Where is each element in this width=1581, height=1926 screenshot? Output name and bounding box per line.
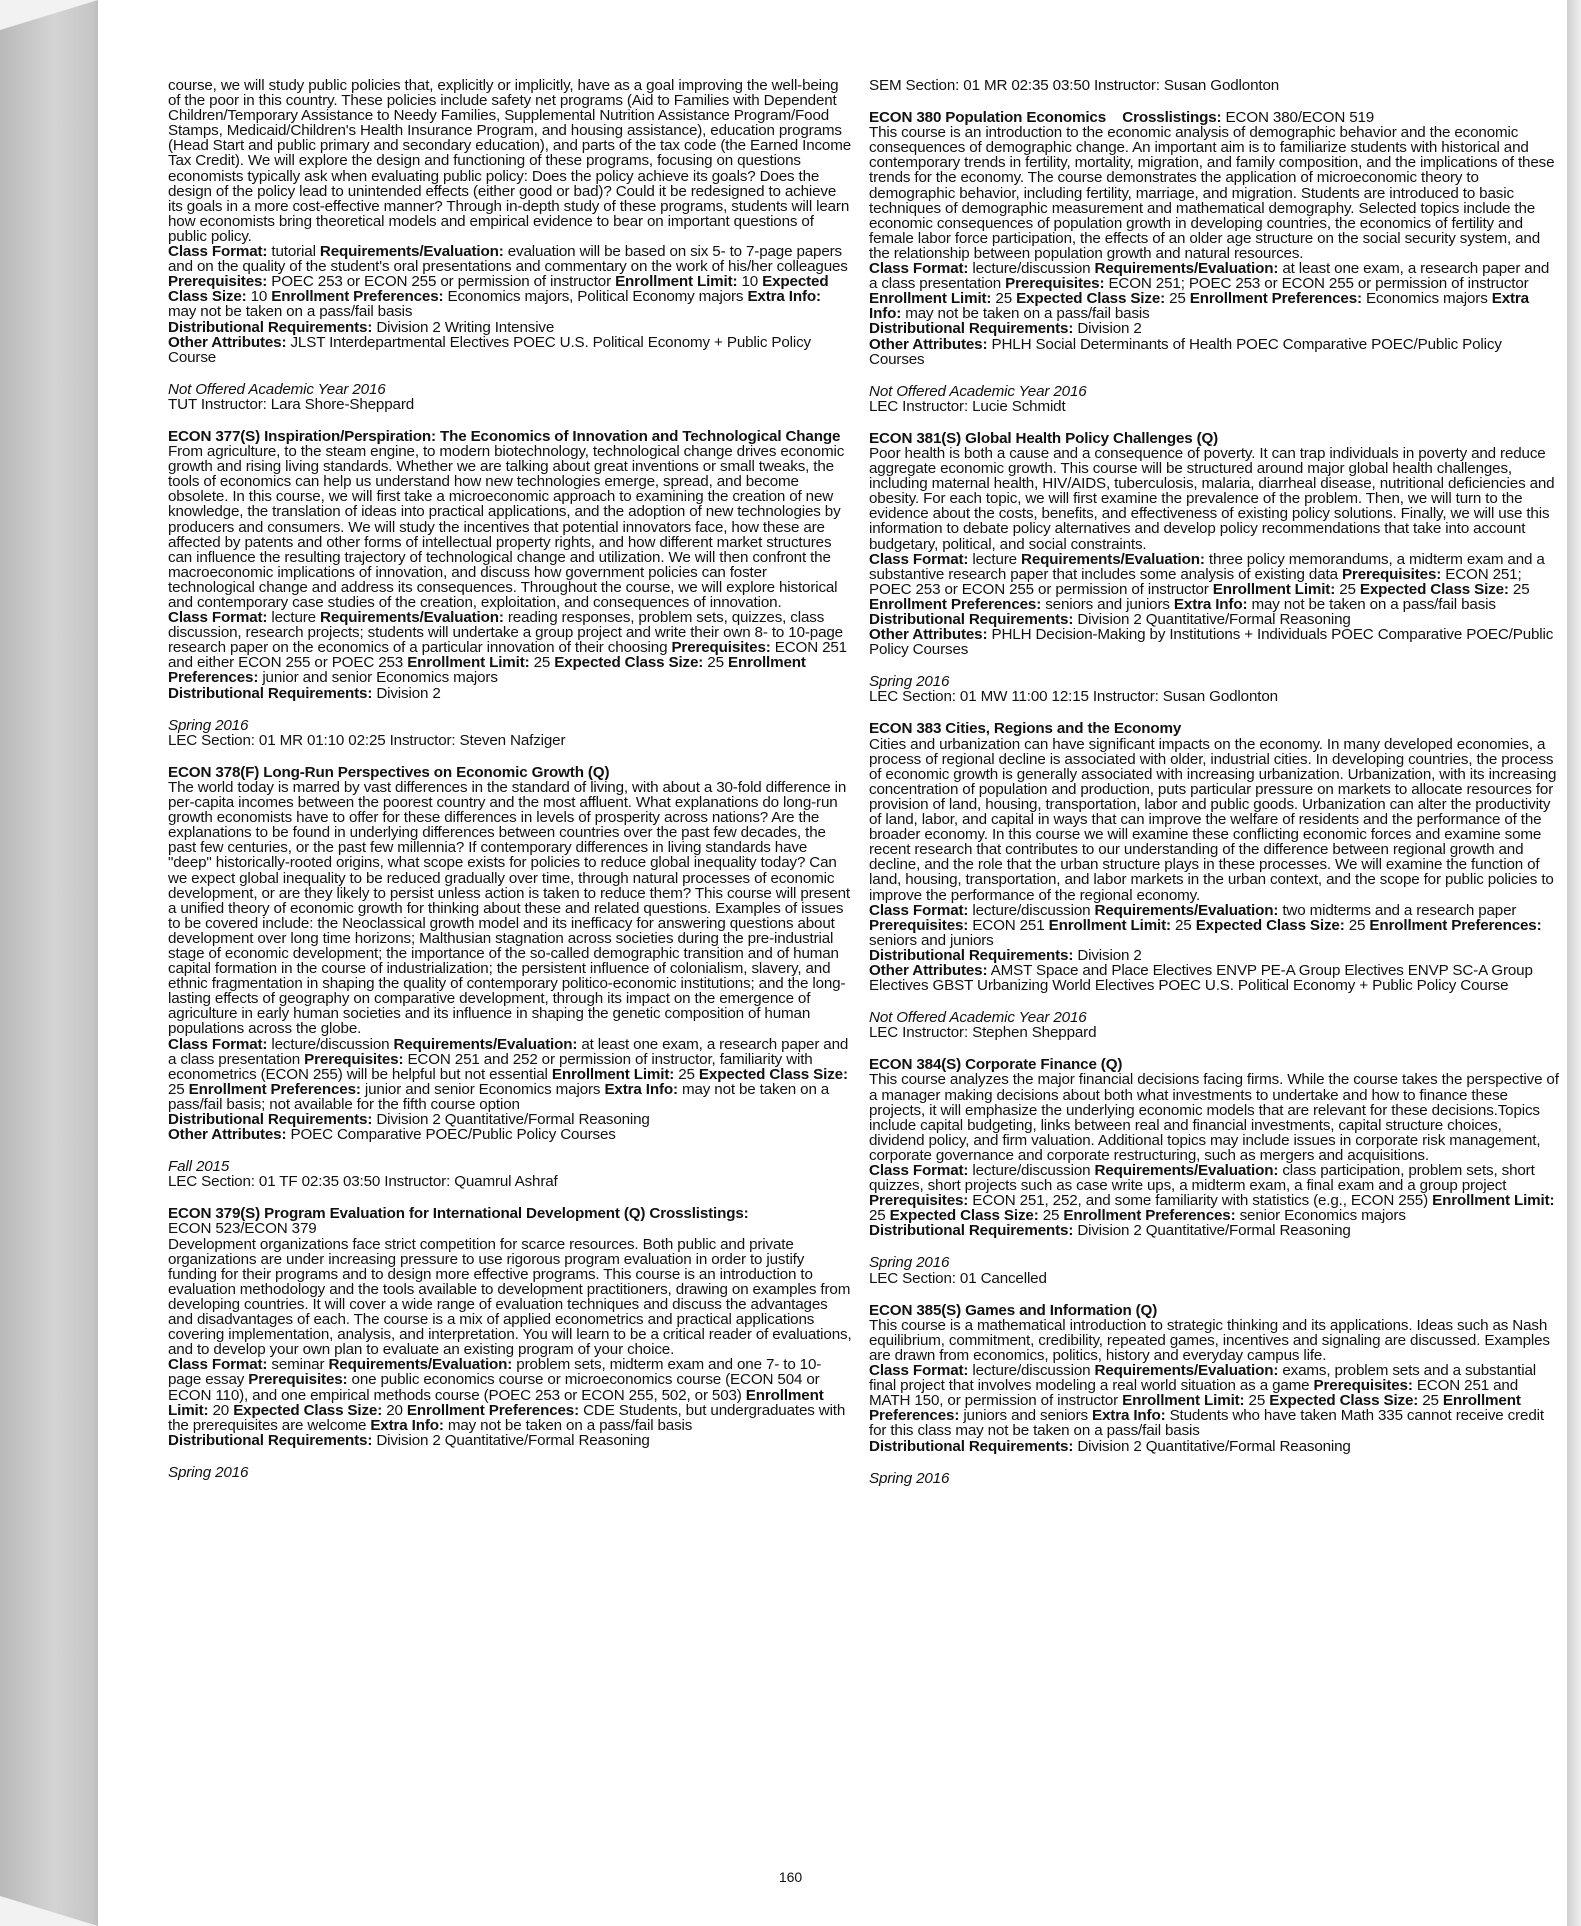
section-info: SEM Section: 01 MR 02:35 03:50 Instructor: Susan Godlonton <box>869 77 1280 94</box>
course-title: ECON 384(S) Corporate Finance (Q) <box>869 1056 1123 1074</box>
offering <box>869 384 1559 414</box>
other-attributes: Other Attributes: PHLH Social Determinants of Health POEC Comparative POEC/Public Policy Courses <box>869 335 1502 368</box>
course-block-econ-381 <box>869 431 1559 657</box>
crosslistings-label: Crosslistings: <box>1122 109 1222 127</box>
distributional-requirements: Distributional Requirements: Division 2 <box>869 946 1142 964</box>
distributional-requirements: Distributional Requirements: Division 2 Quantitative/Formal Reasoning <box>869 1437 1351 1455</box>
offering <box>869 1255 1559 1285</box>
offering <box>168 1159 852 1189</box>
course-description: Cities and urbanization can have significant impacts on the economy. In many developed economies, a process of regional decline is associated with older, industrial cities. In developing countries, the process of economic growth is generally associated with increasing urbanization. Urbanization, with its increasing concentration of population and production, puts particular pressure on markets to allocate resources for provision of land, housing, transportation, labor and public goods. Urbanization can alter the productivity of land, labor, and capital in ways that can improve the welfare of residents and the performance of the broader economy. In this course we will examine these conflicting economic forces and examine some recent research that contributes to our understanding of the difference between regional growth and decline, and the role that the urban structure plays in these processes. We will examine the function of land, housing, transportation, and labor markets in the urban context, and the scope for public policies to improve the performance of the regional economy. <box>869 735 1557 904</box>
course-block-econ-385 <box>869 1303 1559 1454</box>
course-details: Class Format: lecture/discussion Requirements/Evaluation: exams, problem sets and a substantial final project that involves modeling a real world situation as a game Prerequisites: ECON 251 and MATH 150, or permission of instructor Enrollment Limit: 25 Expected Class Size: 25 Enrollment Preferences: juniors and seniors Extra Info: Students who have taken Math 335 cannot receive credit for this class may not be taken on a pass/fail basis <box>869 1362 1544 1440</box>
section-info: LEC Instructor: Stephen Sheppard <box>869 1024 1097 1042</box>
course-details: Class Format: lecture Requirements/Evaluation: three policy memorandums, a midterm exam and a substantive research paper that includes some analysis of existing data Prerequisites: ECON 251; POEC 253 or ECON 255 or permission of instructor Enrollment Limit: 25 Expected Class Size: 25 Enrollment Preferences: seniors and juniors Extra Info: may not be taken on a pass/fail basis <box>869 550 1545 613</box>
course-title-line <box>869 110 1559 125</box>
distributional-requirements: Distributional Requirements: Division 2 <box>869 320 1142 338</box>
term: Spring 2016 <box>869 1254 950 1272</box>
course-title: ECON 377(S) Inspiration/Perspiration: The Economics of Innovation and Technological Change <box>168 427 841 445</box>
course-description: Poor health is both a cause and a consequence of poverty. It can trap individuals in poverty and reduce aggregate economic growth. This course will be structured around major global health challenges, including maternal health, HIV/AIDS, tuberculosis, malaria, diarrheal disease, nutritional deficiencies and obesity. For each topic, we will first examine the prevalence of the problem. Then, we will turn to the evidence about the costs, benefits, and effectiveness of existing policy solutions. Finally, we will use this information to debate policy alternatives and develop policy recommendations that take into account budgetary, political, and social constraints. <box>869 444 1555 553</box>
term: Spring 2016 <box>869 1469 950 1487</box>
course-title: ECON 378(F) Long-Run Perspectives on Economic Growth (Q) <box>168 763 610 781</box>
term: Not Offered Academic Year 2016 <box>168 380 386 398</box>
other-attributes: Other Attributes: JLST Interdepartmental Electives POEC U.S. Political Economy + Public Policy Course <box>168 333 811 366</box>
right-column <box>869 78 1559 1503</box>
crosslistings: ECON 523/ECON 379 <box>168 1220 317 1238</box>
distributional-requirements: Distributional Requirements: Division 2 Quantitative/Formal Reasoning <box>869 1222 1351 1240</box>
section-info: LEC Section: 01 MR 01:10 02:25 Instructor: Steven Nafziger <box>168 731 566 749</box>
course-details: Class Format: seminar Requirements/Evaluation: problem sets, midterm exam and one 7- to 10-page essay Prerequisites: one public economics course or microeconomics course (ECON 504 or ECON 110), and one empirical methods course (POEC 253 or ECON 255, 502, or 503) Enrollment Limit: 20 Expected Class Size: 20 Enrollment Preferences: CDE Students, but undergraduates with the prerequisites are welcome Extra Info: may not be taken on a pass/fail basis <box>168 1356 846 1434</box>
distributional-requirements: Distributional Requirements: Division 2 Writing Intensive <box>168 318 555 336</box>
distributional-requirements: Distributional Requirements: Division 2 Quantitative/Formal Reasoning <box>168 1111 650 1128</box>
term: Not Offered Academic Year 2016 <box>869 1009 1087 1027</box>
course-block-econ-383 <box>869 721 1559 993</box>
course-block-continued <box>168 78 852 365</box>
offering <box>168 718 852 748</box>
course-block-econ-379 <box>168 1206 852 1448</box>
course-title: ECON 383 Cities, Regions and the Economy <box>869 720 1182 738</box>
course-description: This course is a mathematical introduction to strategic thinking and its applications. Ideas such as Nash equilibrium, commitment, credibility, repeated games, incentives and signaling are discussed. Examples are drawn from economics, politics, history and everyday campus life. <box>869 1316 1550 1364</box>
course-details: Class Format: lecture/discussion Requirements/Evaluation: two midterms and a research paper Prerequisites: ECON 251 Enrollment Limit: 25 Expected Class Size: 25 Enrollment Preferences: seniors and juniors <box>869 901 1542 949</box>
page-number: 160 <box>778 1869 803 1885</box>
offering <box>869 674 1559 704</box>
book-spine <box>0 0 98 1926</box>
course-details: Class Format: lecture/discussion Requirements/Evaluation: class participation, problem sets, short quizzes, short projects such as case write ups, a midterm exam, a final exam and a group project Prerequisites: ECON 251, 252, and some familiarity with statistics (e.g., ECON 255) Enrollment Limit: 25 Expected Class Size: 25 Enrollment Preferences: senior Economics majors <box>869 1162 1555 1225</box>
other-attributes: Other Attributes: AMST Space and Place Electives ENVP PE-A Group Electives ENVP SC-A Group Electives GBST Urbanizing World Electives POEC U.S. Political Economy + Public Policy Course <box>869 961 1533 995</box>
offering <box>869 1010 1559 1040</box>
offering <box>168 382 852 412</box>
term: Not Offered Academic Year 2016 <box>869 382 1087 400</box>
distributional-requirements: Distributional Requirements: Division 2 Quantitative/Formal Reasoning <box>869 611 1351 628</box>
course-description: This course analyzes the major financial decisions facing firms. While the course takes the perspective of a manager making decisions about both what investments to undertake and how to finance these projects, it will emphasize the underlying economic models that are relevant for these decisions.Topics include capital budgeting, links between real and financial investments, capital structure choices, dividend policy, and firm valuation. Additional topics may include issues in corporate risk management, corporate governance and corporate restructuring, such as mergers and acquisitions. <box>869 1071 1559 1164</box>
term: Spring 2016 <box>168 1463 249 1481</box>
other-attributes: Other Attributes: PHLH Decision-Making by Institutions + Individuals POEC Comparative POEC/Public Policy Courses <box>869 626 1554 659</box>
distributional-requirements: Distributional Requirements: Division 2 Quantitative/Formal Reasoning <box>168 1431 650 1449</box>
section-info: LEC Instructor: Lucie Schmidt <box>869 397 1066 415</box>
course-title: ECON 379(S) Program Evaluation for International Development (Q) Crosslistings: <box>168 1205 749 1223</box>
crosslistings: ECON 380/ECON 519 <box>1225 109 1375 127</box>
section-info: TUT Instructor: Lara Shore-Sheppard <box>168 395 415 413</box>
offering <box>168 1465 852 1480</box>
course-block-econ-380 <box>869 110 1559 367</box>
course-title: ECON 385(S) Games and Information (Q) <box>869 1301 1158 1319</box>
course-title: ECON 381(S) Global Health Policy Challenges (Q) <box>869 429 1219 447</box>
section-info: LEC Section: 01 TF 02:35 03:50 Instructor: Quamrul Ashraf <box>168 1173 558 1191</box>
course-description: This course is an introduction to the economic analysis of demographic behavior and the economic consequences of demographic change. An important aim is to familiarize students with historical and contemporary trends in fertility, mortality, migration, and family composition, and the implications of these trends for the economy. The course demonstrates the application of microeconomic theory to demographic behavior, including fertility, marriage, and migration. Students are introduced to basic techniques of demographic measurement and mathematical demography. Selected topics include the economic consequences of population growth in developing countries, the economics of fertility and female labor force participation, the effects of an older age structure on the social security system, and the relationship between population growth and natural resources. <box>869 124 1555 262</box>
course-title: ECON 380 Population Economics <box>869 109 1107 127</box>
left-column <box>168 78 852 1497</box>
distributional-requirements: Distributional Requirements: Division 2 <box>168 684 441 702</box>
term: Spring 2016 <box>869 673 950 691</box>
offering <box>869 78 1559 93</box>
term: Fall 2015 <box>168 1158 230 1176</box>
course-block-econ-378 <box>168 765 852 1142</box>
course-description: Development organizations face strict competition for scarce resources. Both public and private organizations are under increasing pressure to use rigorous program evaluation in order to justify funding for their programs and to design more effective programs. This course is an introduction to evaluation methodology and the tools available to development practitioners, drawing on examples from developing countries. It will cover a wide range of evaluation techniques and discuss the advantages and disadvantages of each. The course is a mix of applied econometrics and practical applications covering implementation, analysis, and interpretation. You will learn to be a critical reader of evaluations, and to develop your own plan to evaluate an existing program of your choice. <box>168 1235 852 1359</box>
page-edge <box>1567 0 1581 1926</box>
course-description: From agriculture, to the steam engine, to modern biotechnology, technological change drives economic growth and rising living standards. Whether we are talking about great inventions or small tweaks, the tools of economics can help us understand how new technologies emerge, spread, and become obsolete. In this course, we will first take a microeconomic approach to examining the creation of new knowledge, the translation of ideas into practical applications, and the adoption of new technologies by producers and consumers. We will study the incentives that potential innovators face, how these are affected by patents and other forms of intellectual property rights, and how different market structures can influence the resulting trajectory of technological change and utilization. We will then confront the macroeconomic implications of innovation, and discuss how government policies can foster technological change and address its consequences. Throughout the course, we will explore historical and contemporary case studies of the creation, exploitation, and consequences of innovation. <box>168 443 845 611</box>
course-block-econ-377 <box>168 429 852 701</box>
section-info: LEC Section: 01 MW 11:00 12:15 Instructor: Susan Godlonton <box>869 688 1278 706</box>
term: Spring 2016 <box>168 716 249 734</box>
course-details: Class Format: lecture/discussion Requirements/Evaluation: at least one exam, a research paper and a class presentation Prerequisites: ECON 251; POEC 253 or ECON 255 or permission of instructor Enrollment Limit: 25 Expected Class Size: 25 Enrollment Preferences: Economics majors Extra Info: may not be taken on a pass/fail basis <box>869 260 1550 323</box>
course-details: Class Format: lecture Requirements/Evaluation: reading responses, problem sets, quizzes, class discussion, research projects; students will undertake a group project and write their own 8- to 10-page research paper on the economics of a particular innovation of their choosing Prerequisites: ECON 251 and either ECON 255 or POEC 253 Enrollment Limit: 25 Expected Class Size: 25 Enrollment Preferences: junior and senior Economics majors <box>168 609 847 687</box>
other-attributes: Other Attributes: POEC Comparative POEC/Public Policy Courses <box>168 1126 616 1144</box>
course-description: The world today is marred by vast differences in the standard of living, with about a 30-fold difference in per-capita incomes between the poorest country and the most affluent. What explanations do long-run growth economists have to offer for these differences in levels of prosperity across nations? Are the explanations to be found in underlying differences between countries over the past few decades, the past few centuries, or the past few millennia? If contemporary differences in living standards have "deep" historically-rooted origins, what scope exists for policies to reduce global inequality today? Can we expect global inequality to be reduced gradually over time, through natural processes of economic development, or are they likely to persist unless action is taken to reduce them? This course will present a unified theory of economic growth for thinking about these and related questions. Examples of issues to be covered include: the Neoclassical growth model and its inefficacy for answering questions about development over long time horizons; Malthusian stagnation across societies during the pre-industrial stage of economic development; the importance of the so-called demographic transition and of human capital formation in the course of industrialization; the persistent influence of colonialism, slavery, and ethnic fragmentation in shaping the quality of contemporary politico-economic institutions; and the long-lasting effects of geography on comparative development, through its impact on the emergence of agriculture in early human societies and its influence in shaping the genetic composition of human populations across the globe. <box>168 778 850 1038</box>
course-block-econ-384 <box>869 1057 1559 1238</box>
section-info: LEC Section: 01 Cancelled <box>869 1269 1047 1287</box>
course-description: course, we will study public policies that, explicitly or implicitly, have as a goal improving the well-being of the poor in this country. These policies include safety net programs (Aid to Families with Dependent Children/Temporary Assistance to Needy Families, Supplemental Nutrition Assistance Program/Food Stamps, Medicaid/Children's Health Insurance Program, and housing assistance), education programs (Head Start and public primary and secondary education), and parts of the tax code (the Earned Income Tax Credit). We will explore the design and functioning of these programs, focusing on questions economists typically ask when evaluating public policy: Does the policy achieve its goals? Does the design of the policy lead to unintended effects (either good or bad)? Could it be redesigned to achieve its goals in a more cost-effective manner? Through in-depth study of these programs, students will learn how economists bring theoretical models and empirical evidence to bear on important questions of public policy. <box>168 77 852 245</box>
course-details: Class Format: lecture/discussion Requirements/Evaluation: at least one exam, a research paper and a class presentation Prerequisites: ECON 251 and 252 or permission of instructor, familiarity with econometrics (ECON 255) will be helpful but not essential Enrollment Limit: 25 Expected Class Size: 25 Enrollment Preferences: junior and senior Economics majors Extra Info: may not be taken on a pass/fail basis; not available for the fifth course option <box>168 1035 849 1113</box>
course-details: Class Format: tutorial Requirements/Evaluation: evaluation will be based on six 5- to 7-page papers and on the quality of the student's oral presentations and commentary on the work of his/her colleagues Prerequisites: POEC 253 or ECON 255 or permission of instructor Enrollment Limit: 10 Expected Class Size: 10 Enrollment Preferences: Economics majors, Political Economy majors Extra Info: may not be taken on a pass/fail basis <box>168 243 848 321</box>
offering <box>869 1471 1559 1486</box>
